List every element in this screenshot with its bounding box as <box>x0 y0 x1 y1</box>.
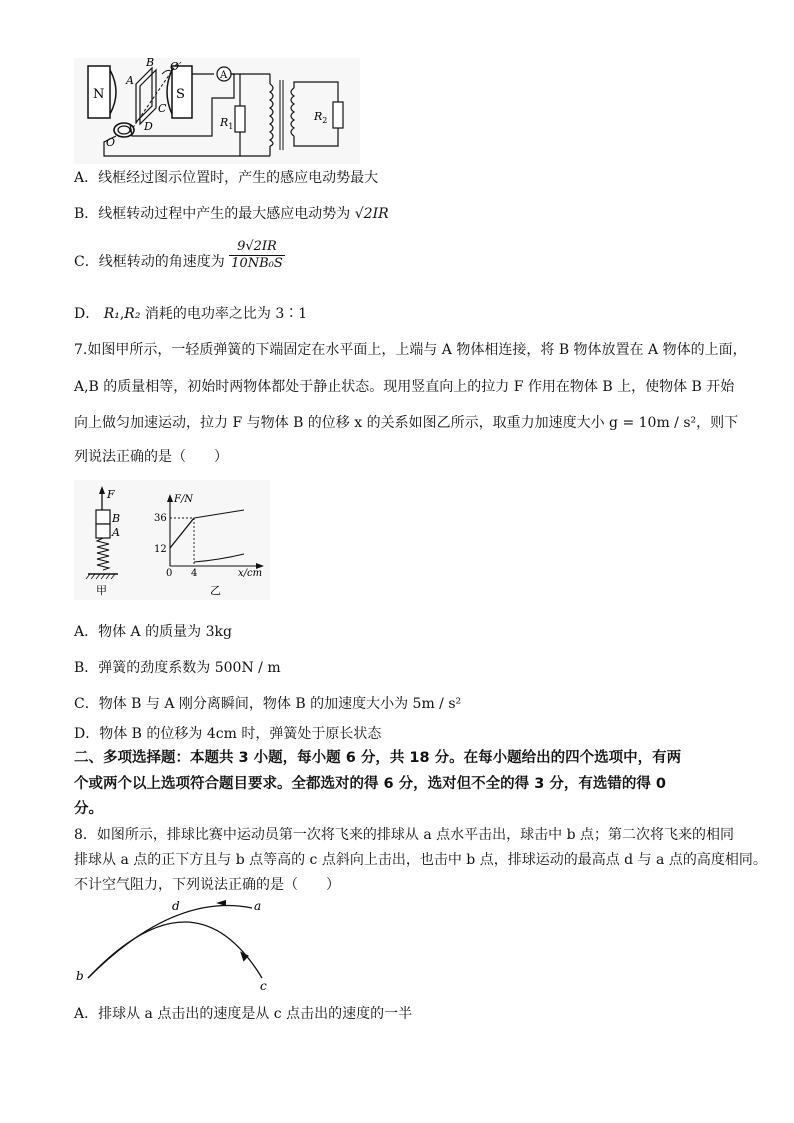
q6-option-b-expr: √2IR <box>354 206 389 222</box>
graph-y-axis-label: F/N <box>174 494 194 505</box>
q8-stem-line-1: 8．如图所示，排球比赛中运动员第一次将飞来的排球从 a 点水平击出，球击中 b 点；第二次将飞来的相同 <box>74 827 735 843</box>
r2-subscript: 2 <box>322 116 328 125</box>
q7-stem-line-2: A,B 的质量相等，初始时两物体都处于静止状态。现用竖直向上的拉力 F 作用在物体 B 上，使物体 B 开始 <box>74 379 735 395</box>
trajectory-arrow-c <box>237 949 250 962</box>
ammeter-label: A <box>220 70 228 81</box>
q8-stem-line-3: 不计空气阻力，下列说法正确的是（ ） <box>74 877 340 893</box>
q6-option-c-text: C．线框转动的角速度为 <box>74 254 225 270</box>
q6-option-c-denominator: 10NB₀S <box>231 255 283 271</box>
point-b-label: b <box>76 969 84 983</box>
q6-option-d-text: 消耗的电功率之比为 3∶1 <box>144 306 308 322</box>
q6-option-d-prefix: D． <box>74 306 100 322</box>
section2-heading-line-2: 个或两个以上选项符合题目要求。全都选对的得 6 分，选对但不全的得 3 分，有选错的得 0 <box>74 776 667 792</box>
figure-yi-label: 乙 <box>210 584 221 597</box>
q6-option-d: D． R₁,R₂ 消耗的电功率之比为 3∶1 <box>74 306 308 322</box>
block-a-label: A <box>112 526 120 539</box>
q7-stem-line-1: 7.如图甲所示，一轻质弹簧的下端固定在水平面上，上端与 A 物体相连接，将 B 物体放置在 A 物体的上面， <box>74 342 747 358</box>
graph-tick-4: 4 <box>191 568 198 579</box>
section2-heading-line-3: 分。 <box>74 801 103 817</box>
block-b-label: B <box>112 512 121 525</box>
volleyball-trajectory-figure <box>74 896 284 996</box>
q7-option-a: A．物体 A 的质量为 3kg <box>74 624 232 640</box>
section2-heading-line-1: 二、多项选择题：本题共 3 小题，每小题 6 分，共 18 分。在每小题给出的四个选项中，有两 <box>74 750 682 766</box>
axis-label-o: O <box>106 136 116 149</box>
q6-option-c-fraction <box>229 239 285 272</box>
force-f-label: F <box>107 488 115 501</box>
generator-circuit-figure <box>74 58 360 164</box>
r2-label: R <box>314 110 323 123</box>
graph-tick-12: 12 <box>154 544 167 555</box>
q6-option-b-text: B．线框转动过程中产生的最大感应电动势为 <box>74 206 351 222</box>
coil-label-b: B <box>146 58 155 69</box>
trajectory-a-to-b <box>88 905 252 978</box>
r1-subscript: 1 <box>228 122 234 131</box>
trajectory-c-to-b <box>88 922 262 978</box>
coil-label-d: D <box>144 120 153 133</box>
point-d-label: d <box>172 899 180 913</box>
coil-label-a: A <box>126 74 134 87</box>
q6-option-b <box>74 204 389 224</box>
q6-option-d-r2: R₂ <box>124 306 141 322</box>
graph-tick-0: 0 <box>166 568 173 579</box>
graph-x-axis-label: x/cm <box>238 568 263 579</box>
coil-label-c: C <box>158 102 167 115</box>
magnet-n-label: N <box>93 87 105 102</box>
magnet-s-label: S <box>176 87 185 102</box>
q7-option-c: C．物体 B 与 A 刚分离瞬间，物体 B 的加速度大小为 5m / s² <box>74 696 462 712</box>
q7-option-d: D．物体 B 的位移为 4cm 时，弹簧处于原长状态 <box>74 726 382 742</box>
q8-stem-line-2: 排球从 a 点的正下方且与 b 点等高的 c 点斜向上击出，也击中 b 点，排球运动的最高点 d 与 a 点的高度相同。 <box>74 852 767 868</box>
figure-jia-label: 甲 <box>96 584 107 597</box>
point-c-label: c <box>260 979 267 993</box>
q7-stem-line-4: 列说法正确的是（ ） <box>74 449 228 465</box>
q6-option-a: A．线框经过图示位置时，产生的感应电动势最大 <box>74 170 379 186</box>
point-a-label: a <box>254 899 262 913</box>
q6-option-c <box>74 238 285 272</box>
graph-tick-36: 36 <box>154 513 167 524</box>
r1-label: R <box>220 116 229 129</box>
q6-option-d-r1: R₁ <box>103 306 120 322</box>
q7-stem-line-3: 向上做匀加速运动，拉力 F 与物体 B 的位移 x 的关系如图乙所示，取重力加速度大小 g = 10m / s²，则下 <box>74 415 739 431</box>
axis-label-o-prime: O′ <box>170 60 182 73</box>
q8-option-a: A．排球从 a 点击出的速度是从 c 点击出的速度的一半 <box>74 1006 413 1022</box>
q7-option-b: B．弹簧的劲度系数为 500N / m <box>74 660 281 676</box>
spring-and-graph-figure <box>74 480 270 600</box>
q6-option-c-numerator: 9√2IR <box>229 239 285 256</box>
